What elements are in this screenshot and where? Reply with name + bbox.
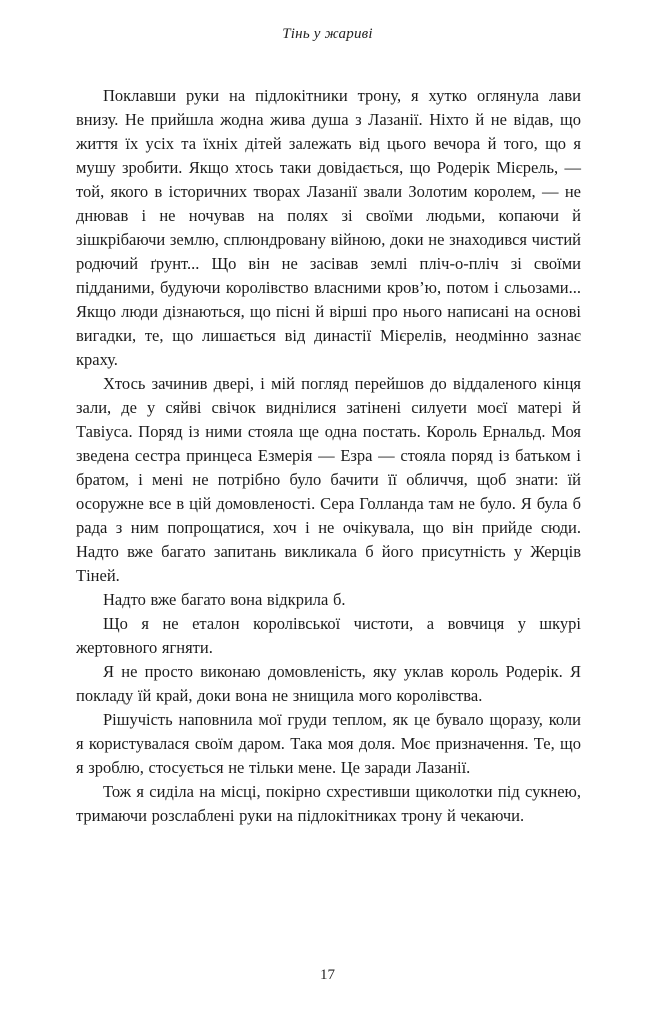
paragraph: Хтось зачинив двері, і мій погляд перейшов до віддаленого кінця зали, де у сяйві свічок виднілися затінені силуети моєї матері й Тавіуса. Поряд із ними стояла ще одна постать. Король Ернальд. Моя зведена сестра принцеса Езмерія — Езра — стояла поряд із батьком і братом, і мені не потрібно було бачити її обличчя, щоб знати: їй осоружне все в цій домовленості. Сера Голланда там не було. Я була б рада з ним попрощатися, хоч і не очікувала, що він прийде сюди. Надто вже багато запитань викликала б його присутність у Жерців Тіней. [76, 374, 581, 585]
page-number: 17 [320, 967, 335, 983]
paragraph: Тож я сиділа на місці, покірно схрестивши щиколотки під сукнею, тримаючи розслаблені руки на підлокітниках трону й чекаючи. [76, 782, 581, 825]
paragraph: Поклавши руки на підлокітники трону, я хутко оглянула лави внизу. Не прийшла жодна жива душа з Лазанії. Ніхто й не відав, що життя їх усіх та їхніх дітей залежать від цього вечора й того, що я мушу зробити. Якщо хтось таки довідається, що Родерік Мієрель, — той, якого в історичних творах Лазанії звали Золотим королем, — не днював і не ночував на полях зі своїми людьми, копаючи й зішкрібаючи землю, сплюндровану війною, доки не знаходився чистий родючий ґрунт... Що він не засівав землі пліч-о-пліч зі своїми підданими, будуючи королівство власними кров’ю, потом і сльозами... Якщо люди дізнаються, що пісні й вірші про нього написані на основі вигадки, те, що лишається від династії Мієрелів, неодмінно зазнає краху. [76, 86, 581, 369]
running-head: Тінь у жариві [282, 26, 373, 42]
body-text [76, 84, 581, 828]
paragraph: Я не просто виконаю домовленість, яку уклав король Родерік. Я покладу їй край, доки вона не знищила мого королівства. [76, 662, 581, 705]
paragraph: Що я не еталон королівської чистоти, а вовчиця у шкурі жертовного ягняти. [76, 614, 581, 657]
paragraph: Рішучість наповнила мої груди теплом, як це бувало щоразу, коли я користувалася своїм даром. Така моя доля. Моє призначення. Те, що я зроблю, стосується не тільки мене. Це заради Лазанії. [76, 710, 581, 777]
paragraph: Надто вже багато вона відкрила б. [103, 590, 346, 609]
